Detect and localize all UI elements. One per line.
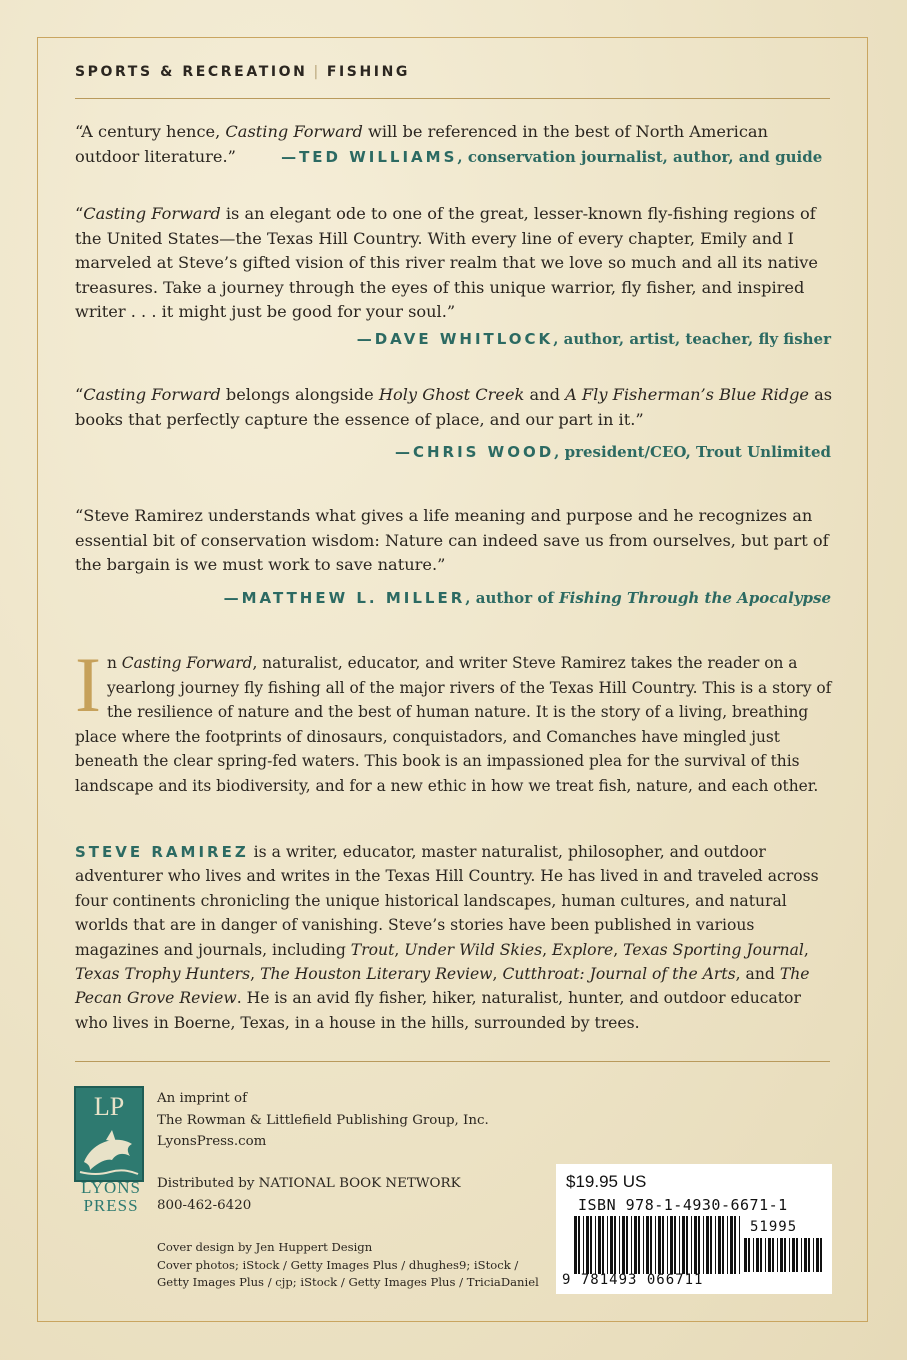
logo-letters: LP — [93, 1092, 125, 1121]
quote-chris-wood — [75, 383, 835, 465]
barcode-bar — [710, 1216, 712, 1274]
barcode-bar — [698, 1216, 700, 1274]
category-separator: | — [313, 64, 321, 80]
barcode-bar — [739, 1216, 740, 1274]
barcode-label — [556, 1164, 832, 1294]
barcode-bar — [813, 1238, 814, 1272]
barcode-bar — [622, 1216, 625, 1274]
barcode-bar — [638, 1216, 640, 1274]
barcode-bar — [772, 1238, 774, 1272]
barcode-bar — [602, 1216, 604, 1274]
quote-attribution: —DAVE WHITLOCK, author, artist, teacher, fly fisher — [356, 329, 831, 348]
imprint-info: An imprint of The Rowman & Littlefield Publishing Group, Inc. LyonsPress.com — [157, 1091, 489, 1149]
barcode-bar — [682, 1216, 685, 1274]
quote-text: “Casting Forward belongs alongside Holy Ghost Creek and A Fly Fisherman’s Blue Ridge as books that perfectly capture the essence of place, and our part in it.” — [75, 385, 833, 429]
addon-digits: 51995 — [750, 1219, 798, 1235]
barcode-bar — [626, 1216, 628, 1274]
bottom-rule — [75, 1061, 830, 1062]
barcode-bar — [686, 1216, 688, 1274]
barcode-bar — [796, 1238, 798, 1272]
barcode-bar — [694, 1216, 697, 1274]
book-description: In Casting Forward, naturalist, educator, and writer Steve Ramirez takes the reader on a yearlong journey fly fishing all of the major rivers of the Texas Hill Country. This is a story of the resilience of nature and the best of human nature. It is the story of a living, breathing place where the footprints of dinosaurs, conquistadors, and Comanches have mingled just beneath the clear spring-fed waters. This book is an impassioned plea for the survival of this landscape and its biodiversity, and for a new ethic in how we treat fish, nature, and each other. — [75, 641, 832, 795]
drop-cap: I — [75, 641, 101, 728]
barcode-bar — [816, 1238, 819, 1272]
barcode-bar — [748, 1238, 750, 1272]
quote-dave-whitlock — [75, 202, 835, 351]
logo-name-line2: PRESS — [83, 1196, 139, 1215]
barcode-bar — [768, 1238, 771, 1272]
barcode-bar — [744, 1238, 747, 1272]
cover-credits: Cover design by Jen Huppert Design Cover photos; iStock / Getty Images Plus / dhughes9; iStock / Getty Images Plus / cjp; iStock / Getty Images Plus / TriciaDaniel — [157, 1240, 539, 1290]
barcode-bar — [727, 1216, 728, 1274]
barcode-bar — [691, 1216, 692, 1274]
barcode-bar — [780, 1238, 783, 1272]
quote-attribution: —TED WILLIAMS, conservation journalist, author, and guide — [281, 147, 823, 166]
barcode-bar — [706, 1216, 709, 1274]
barcode-bar — [804, 1238, 807, 1272]
ean-barcode — [574, 1216, 744, 1274]
barcode-bar — [643, 1216, 644, 1274]
barcode-bar — [808, 1238, 810, 1272]
top-rule — [75, 98, 830, 99]
quote-matthew-miller — [75, 504, 835, 610]
barcode-bar — [734, 1216, 736, 1274]
barcode-bar — [631, 1216, 632, 1274]
barcode-bar — [777, 1238, 778, 1272]
price: $19.95 US — [566, 1172, 647, 1191]
barcode-bar — [578, 1216, 580, 1274]
barcode-bar — [610, 1216, 613, 1274]
quote-ted-williams — [75, 120, 835, 169]
barcode-bar — [634, 1216, 637, 1274]
barcode-bar — [679, 1216, 680, 1274]
barcode-bar — [667, 1216, 668, 1274]
barcode-bar — [801, 1238, 802, 1272]
category-primary: SPORTS & RECREATION — [75, 64, 308, 80]
barcode-bar — [619, 1216, 620, 1274]
barcode-bar — [574, 1216, 577, 1274]
barcode-bar — [658, 1216, 661, 1274]
barcode-bar — [722, 1216, 724, 1274]
barcode-bar — [789, 1238, 790, 1272]
barcode-bar — [590, 1216, 592, 1274]
quote-attribution: —MATTHEW L. MILLER, author of Fishing Through the Apocalypse — [223, 588, 831, 607]
author-name: STEVE RAMIREZ — [75, 843, 249, 861]
category-label — [75, 64, 410, 80]
barcode-bar — [715, 1216, 716, 1274]
logo-name-line1: LYONS — [81, 1178, 141, 1197]
barcode-bar — [646, 1216, 649, 1274]
barcode-bar — [655, 1216, 656, 1274]
barcode-bar — [760, 1238, 762, 1272]
distributor-info: Distributed by NATIONAL BOOK NETWORK 800-462-6420 — [157, 1176, 461, 1213]
author-bio: STEVE RAMIREZ is a writer, educator, master naturalist, philosopher, and outdoor adventurer who lives and writes in the Texas Hill Country. He has lived in and traveled across four continents chronicling the unique historical landscapes, human cultures, and natural worlds that are in danger of vanishing. Steve’s stories have been published in various magazines and journals, including Trout, Under Wild Skies, Explore, Texas Sporting Journal, Texas Trophy Hunters, The Houston Literary Review, Cutthroat: Journal of the Arts, and The Pecan Grove Review. He is an avid fly fisher, hiker, naturalist, hunter, and outdoor educator who lives in Boerne, Texas, in a house in the hills, surrounded by trees. — [75, 843, 819, 1032]
barcode-bar — [784, 1238, 786, 1272]
barcode-bar — [765, 1238, 766, 1272]
dolphin-icon — [76, 1124, 142, 1180]
lyons-press-logo — [74, 1086, 144, 1182]
barcode-bar — [703, 1216, 704, 1274]
quote-text: “Steve Ramirez understands what gives a life meaning and purpose and he recognizes an essential bit of conservation wisdom: Nature can indeed save us from ourselves, but part of the bargain is we must work to save nature.” — [75, 506, 829, 574]
barcode-bar — [756, 1238, 759, 1272]
barcode-bar — [670, 1216, 673, 1274]
barcode-bar — [595, 1216, 596, 1274]
barcode-bar — [792, 1238, 795, 1272]
quote-text: “A century hence, Casting Forward will be referenced in the best of North American outdoor literature.” —TED WILLIAMS, conservation journalist, author, and guide — [75, 122, 823, 166]
barcode-bar — [820, 1238, 822, 1272]
barcode-bar — [583, 1216, 584, 1274]
barcode-bar — [718, 1216, 721, 1274]
barcode-bar — [598, 1216, 601, 1274]
barcode-bar — [614, 1216, 616, 1274]
barcode-bar — [607, 1216, 608, 1274]
barcode-bar — [753, 1238, 754, 1272]
barcode-bar — [730, 1216, 733, 1274]
barcode-bar — [650, 1216, 652, 1274]
quote-attribution: —CHRIS WOOD, president/CEO, Trout Unlimited — [394, 443, 831, 461]
addon-barcode — [744, 1238, 824, 1272]
barcode-bar — [586, 1216, 589, 1274]
isbn-number: ISBN 978-1-4930-6671-1 — [578, 1196, 788, 1214]
quote-text: “Casting Forward is an elegant ode to one of the great, lesser-known fly-fishing regions of the United States—the Texas Hill Country. With every line of every chapter, Emily and I marveled at Steve’s gifted vision of this river realm that we love so much and all its native treasures. Take a journey through the eyes of this unique warrior, fly fisher, and inspired writer . . . it might just be good for your soul.” — [75, 204, 818, 321]
ean-digits: 9 781493 066711 — [562, 1272, 704, 1288]
barcode-bar — [662, 1216, 664, 1274]
barcode-bar — [674, 1216, 676, 1274]
category-secondary: FISHING — [326, 64, 411, 80]
